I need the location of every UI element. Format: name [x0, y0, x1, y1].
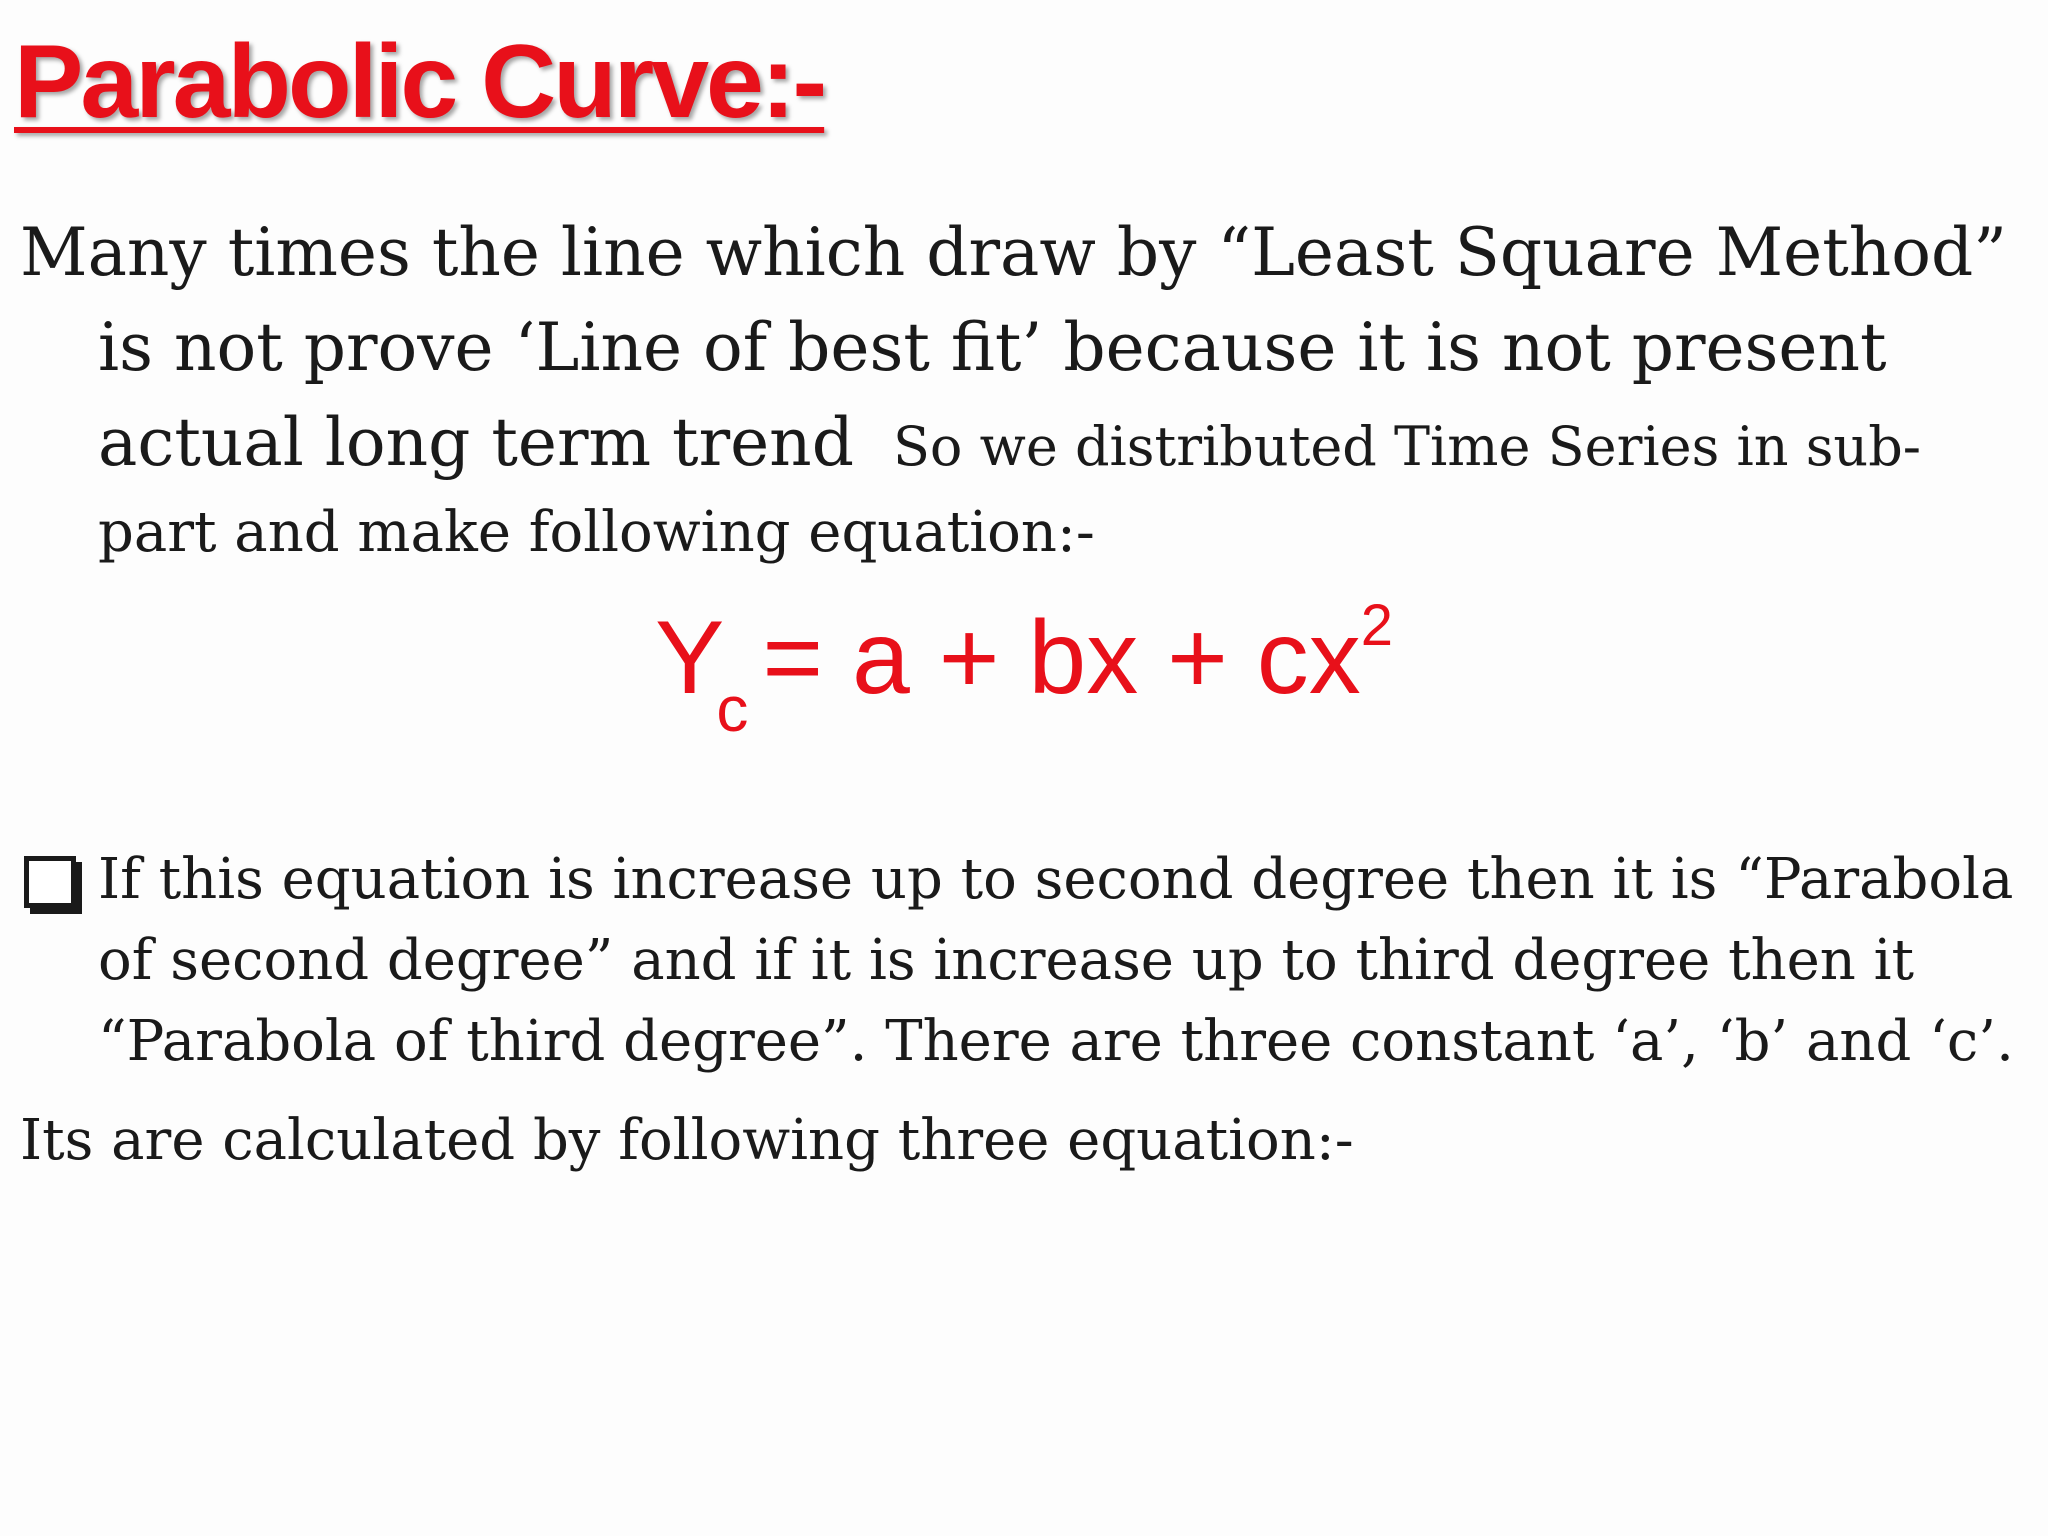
- bullet-line-1: If this equation is increase up to second degree then it is “Parabola: [98, 847, 2014, 912]
- intro-line-1: Many times the line which draw by “Least Square Method”: [20, 214, 2007, 291]
- bullet-line-2: of second degree” and if it is increase up to third degree then it: [98, 928, 1915, 993]
- closing-line: Its are calculated by following three equation:-: [20, 1108, 1354, 1173]
- intro-line-4: part and make following equation:-: [98, 500, 1095, 565]
- parabola-equation: [0, 593, 2048, 745]
- equation-subscript: c: [716, 673, 749, 745]
- equation-rhs: = a + bx + cx: [762, 600, 1361, 716]
- intro-line-2: is not prove ‘Line of best fit’ because it is not present: [98, 309, 1887, 386]
- equation-y: Y: [655, 600, 725, 716]
- equation-superscript: 2: [1360, 593, 1393, 658]
- intro-line-3: [98, 403, 1921, 487]
- slide-title: Parabolic Curve:-: [14, 24, 825, 140]
- intro-line-3-tail: So we distributed Time Series in sub-: [892, 415, 1922, 478]
- bullet-line-3: “Parabola of third degree”. There are three constant ‘a’, ‘b’ and ‘c’.: [98, 1009, 2014, 1074]
- intro-line-3-main: actual long term trend: [98, 404, 854, 481]
- checkbox-square-icon: [24, 856, 76, 908]
